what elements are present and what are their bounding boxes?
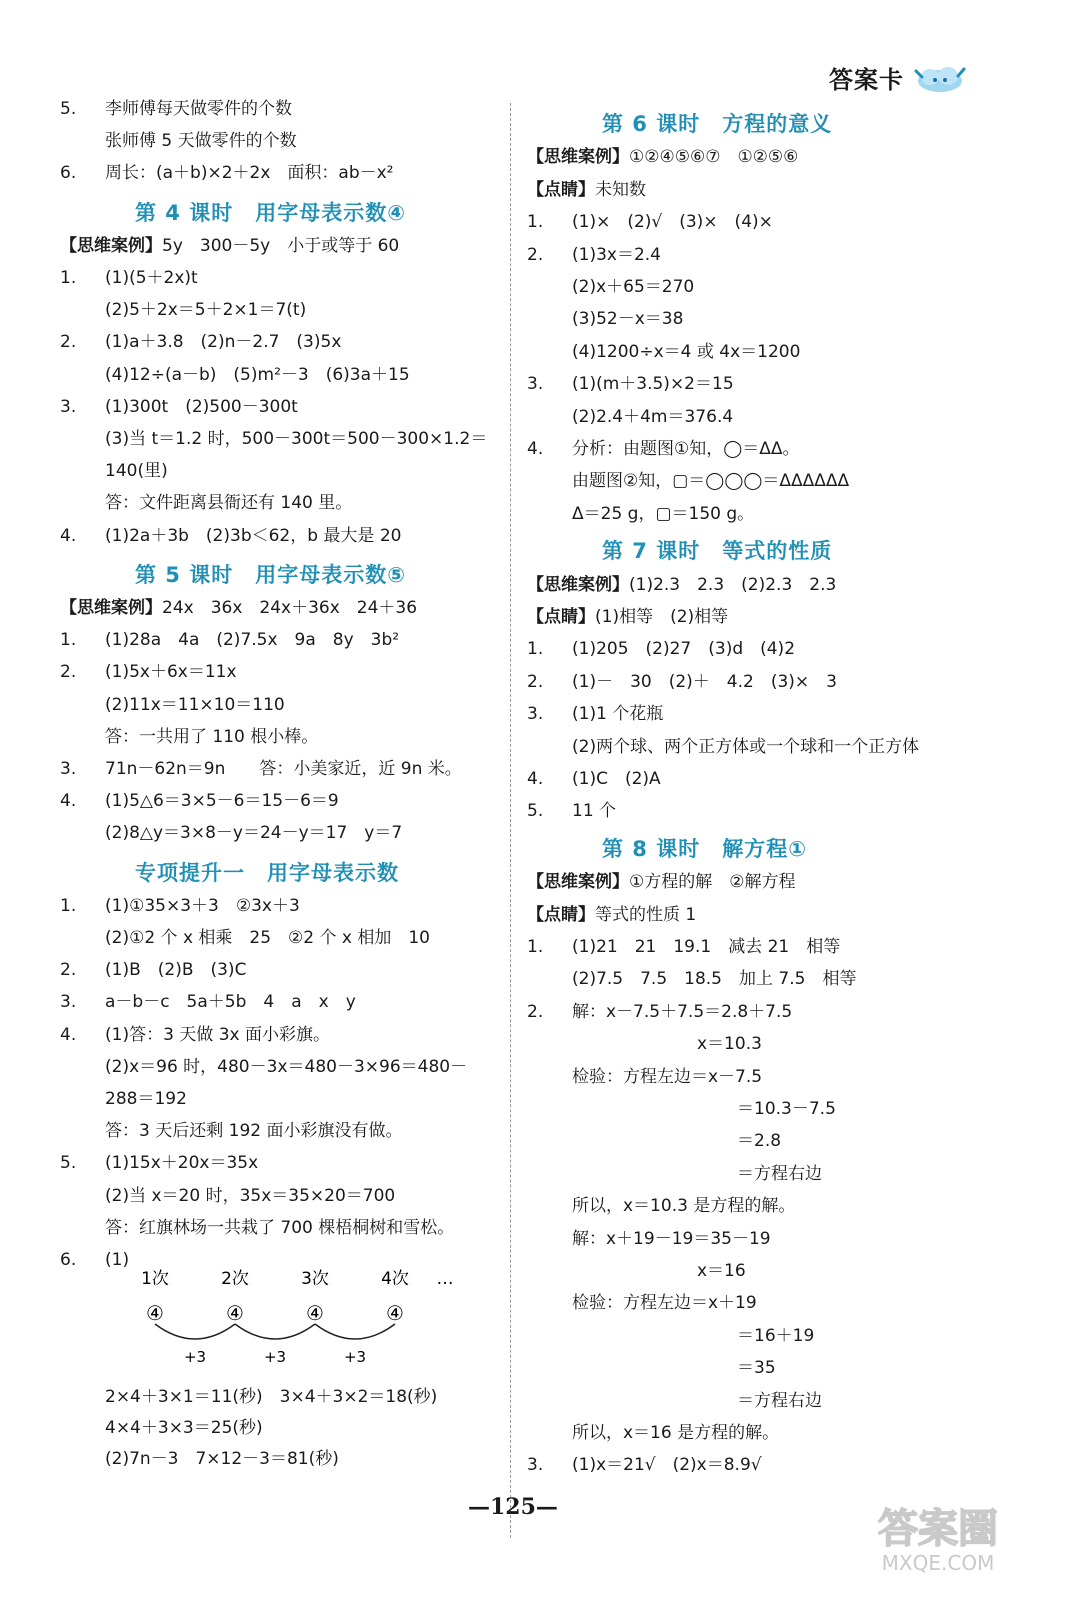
answer-text: (1)C (2)A (572, 769, 661, 789)
answer-continuation: (3)52－x＝38 (572, 309, 684, 330)
answer-line (527, 1454, 762, 1476)
answer-line (527, 703, 663, 725)
diagram-label: 1次 (141, 1269, 169, 1289)
item-number: 2. (60, 960, 77, 981)
answer-tag-line (60, 235, 399, 257)
answer-text: 李师傅每天做零件的个数 (105, 99, 292, 119)
item-number: 4. (527, 769, 544, 789)
answer-text: (1)1 个花瓶 (572, 704, 664, 725)
answer-line (60, 758, 462, 780)
answer-continuation: (2)①2 个 x 相乘 25 ②2 个 x 相加 10 (105, 928, 431, 948)
answer-continuation: (2)两个球、两个正方体或一个球和一个正方体 (572, 736, 920, 757)
answer-continuation: 张师傅 5 天做零件的个数 (105, 131, 297, 152)
answer-line (527, 671, 837, 693)
answer-continuation: 答：红旗林场一共栽了 700 棵梧桐树和雪松。 (105, 1217, 455, 1238)
item-number: 2. (60, 662, 77, 683)
answer-text: 5y 300－5y 小于或等于 60 (162, 235, 400, 256)
diagram-circle: ④ (226, 1301, 244, 1325)
answer-tag-line (527, 871, 795, 893)
answer-line (60, 790, 339, 812)
answer-line (527, 768, 661, 790)
answer-line (527, 1001, 792, 1023)
answer-text: (1)3x＝2.4 (572, 244, 661, 265)
section-heading: 第 7 课时 等式的性质 (602, 539, 833, 564)
item-number: 2. (527, 671, 544, 692)
answer-continuation: x＝16 (697, 1261, 746, 1281)
tag-label: 【思维案例】 (60, 598, 162, 618)
answer-continuation: (2)2.4＋4m＝376.4 (572, 406, 734, 427)
answer-line (60, 162, 394, 184)
diagram-label: 4次 (381, 1269, 409, 1289)
answer-line (60, 396, 298, 418)
diagram-label: … (436, 1269, 454, 1289)
item-number: 6. (60, 163, 77, 184)
answer-continuation: 检验：方程左边＝x－7.5 (572, 1066, 763, 1087)
answer-text: (1)①35×3＋3 ②3x＋3 (105, 895, 300, 916)
answer-continuation: 解：x＋19－19＝35－19 (572, 1228, 771, 1249)
item-number: 4. (60, 1024, 77, 1045)
answer-text: (1)a＋3.8 (2)n－2.7 (3)5x (105, 332, 342, 353)
answer-line (60, 959, 246, 981)
answer-tag-line (527, 179, 646, 201)
answer-tag-line (527, 146, 798, 168)
item-number: 2. (60, 332, 77, 353)
answer-continuation: 140(里) (105, 461, 168, 482)
item-number: 3. (60, 396, 77, 417)
answer-text: 71n－62n＝9n 答：小美家近，近 9n 米。 (105, 759, 462, 779)
section-heading: 第 5 课时 用字母表示数⑤ (135, 562, 407, 587)
answer-text: (1)5△6＝3×5－6＝15－6＝9 (105, 791, 339, 812)
item-number: 2. (527, 1001, 544, 1022)
answer-line (527, 211, 773, 233)
diagram-circle: ④ (386, 1301, 404, 1325)
item-number: 5. (60, 1153, 77, 1174)
diagram-plus: +3 (183, 1348, 207, 1366)
answer-continuation: ＝方程右边 (737, 1390, 822, 1411)
answer-text: (1)15x＋20x＝35x (105, 1153, 259, 1174)
tag-label: 【点睛】 (527, 607, 595, 627)
answer-text: (1)x＝21√ (2)x＝8.9√ (572, 1455, 762, 1476)
answer-text: 分析：由题图①知，◯＝ΔΔ。 (572, 439, 800, 459)
item-number: 4. (527, 439, 544, 459)
answer-continuation: 所以，x＝16 是方程的解。 (572, 1423, 780, 1443)
item-number: 1. (60, 268, 77, 288)
diagram-plus: +3 (263, 1348, 287, 1366)
item-number: 5. (527, 801, 544, 822)
answer-line (60, 1152, 258, 1174)
diagram-circle: ④ (306, 1301, 324, 1325)
column-divider (510, 103, 511, 1538)
answer-continuation: ＝16＋19 (737, 1325, 815, 1346)
answer-continuation: ＝2.8 (737, 1131, 782, 1152)
answer-text: (1)－ 30 (2)＋ 4.2 (3)× 3 (572, 671, 837, 692)
answer-tag-line (527, 904, 696, 926)
answer-text: 周长：(a＋b)×2＋2x 面积：ab－x² (105, 163, 394, 184)
answer-text: 等式的性质 1 (595, 904, 697, 925)
tag-label: 【点睛】 (527, 179, 595, 200)
header-title: 答案卡 (829, 66, 904, 94)
answer-text: (1)21 21 19.1 减去 21 相等 (572, 937, 841, 957)
page-number: —125— (468, 1494, 558, 1520)
answer-continuation: 4×4＋3×3＝25(秒) (105, 1418, 263, 1438)
tag-label: 【点睛】 (527, 904, 595, 925)
answer-continuation: ＝方程右边 (737, 1163, 822, 1184)
tag-label: 【思维案例】 (527, 872, 629, 893)
answer-text: 未知数 (595, 179, 646, 200)
cloud-crab-icon (910, 61, 970, 95)
answer-text: (1)205 (2)27 (3)d (4)2 (572, 639, 796, 660)
answer-tag-line (527, 574, 836, 596)
header (829, 60, 970, 95)
answer-continuation: 2×4＋3×1＝11(秒) 3×4＋3×2＝18(秒) (105, 1387, 438, 1407)
item-number: 3. (527, 374, 544, 395)
answer-line (60, 629, 399, 651)
item-number: 3. (60, 759, 77, 779)
answer-line (527, 438, 800, 460)
answer-line (60, 98, 292, 120)
answer-continuation: ＝10.3－7.5 (737, 1099, 836, 1119)
answer-continuation: (2)x＋65＝270 (572, 277, 695, 297)
answer-line (60, 331, 341, 353)
answer-continuation: x＝10.3 (697, 1034, 762, 1055)
item-number: 4. (60, 791, 77, 812)
answer-continuation: 答：一共用了 110 根小棒。 (105, 726, 319, 747)
item-number: 1. (527, 937, 544, 957)
answer-continuation: (4)1200÷x＝4 或 4x＝1200 (572, 341, 801, 362)
diagram-label: 2次 (221, 1269, 249, 1289)
answer-continuation: Δ＝25 g，▢＝150 g。 (572, 503, 755, 524)
answer-line (60, 991, 356, 1013)
answer-text: ①②④⑤⑥⑦ ①②⑤⑥ (629, 147, 799, 168)
item-number: 5. (60, 99, 77, 119)
svg-text:MXQE.COM: MXQE.COM (881, 1551, 995, 1575)
answer-continuation: (4)12÷(a－b) (5)m²－3 (6)3a＋15 (105, 364, 410, 385)
answer-continuation: (2)当 x＝20 时，35x＝35×20＝700 (105, 1185, 396, 1206)
answer-line (60, 661, 237, 683)
answer-continuation: 答：3 天后还剩 192 面小彩旗没有做。 (105, 1121, 403, 1142)
answer-text: (1)5x＋6x＝11x (105, 662, 237, 683)
answer-text: (1)28a 4a (2)7.5x 9a 8y 3b² (105, 630, 400, 651)
answer-line (60, 267, 198, 289)
answer-text: 解：x－7.5＋7.5＝2.8＋7.5 (572, 1001, 793, 1022)
answer-line (527, 800, 616, 822)
answer-continuation: (2)5＋2x＝5＋2×1＝7(t) (105, 300, 307, 321)
answer-line (60, 1024, 330, 1046)
item-number: 1. (60, 630, 77, 651)
answer-text: 24x 36x 24x＋36x 24＋36 (162, 598, 418, 618)
answer-text: (1)300t (2)500－300t (105, 396, 298, 417)
answer-text: (1)2a＋3b (2)3b＜62，b 最大是 20 (105, 525, 402, 546)
svg-text:答案圈: 答案圈 (878, 1506, 998, 1552)
diagram-label: 3次 (301, 1269, 329, 1289)
answer-text: (1)答：3 天做 3x 面小彩旗。 (105, 1024, 330, 1045)
section-heading: 第 8 课时 解方程① (602, 836, 808, 861)
answer-text: (1)B (2)B (3)C (105, 960, 247, 981)
answer-text: 11 个 (572, 801, 617, 822)
answer-text: (1)(m＋3.5)×2＝15 (572, 374, 734, 395)
tag-label: 【思维案例】 (527, 147, 629, 168)
answer-continuation: 检验：方程左边＝x＋19 (572, 1293, 757, 1314)
answer-tag-line (527, 606, 728, 628)
answer-line (527, 373, 734, 395)
item-number: 4. (60, 525, 77, 546)
item-number: 1. (527, 639, 544, 660)
tag-label: 【思维案例】 (527, 574, 629, 595)
section-heading: 第 6 课时 方程的意义 (602, 112, 833, 136)
item-number: 3. (60, 992, 77, 1013)
section-heading: 第 4 课时 用字母表示数④ (135, 200, 407, 225)
answer-continuation: 由题图②知，▢＝◯◯◯＝ΔΔΔΔΔΔ (572, 471, 850, 492)
answer-text: (1) (105, 1250, 130, 1270)
answer-text: (1)相等 (2)相等 (595, 607, 729, 627)
answer-continuation: (2)7n－3 7×12－3＝81(秒) (105, 1449, 339, 1469)
answer-continuation: (2)8△y＝3×8－y＝24－y＝17 y＝7 (105, 823, 403, 844)
item-number: 6. (60, 1250, 77, 1270)
answer-continuation: 答：文件距离县衙还有 140 里。 (105, 493, 353, 514)
answer-tag-line (60, 597, 417, 619)
answer-continuation: (2)x＝96 时，480－3x＝480－3×96＝480－ (105, 1056, 468, 1077)
tag-label: 【思维案例】 (60, 235, 162, 256)
diagram-plus: +3 (343, 1348, 367, 1366)
item-number: 2. (527, 244, 544, 265)
answer-text: ①方程的解 ②解方程 (629, 872, 796, 893)
item-number: 3. (527, 1455, 544, 1476)
item-number: 3. (527, 704, 544, 725)
watermark (838, 1498, 1038, 1578)
step-diagram (60, 1262, 500, 1367)
answer-line (527, 244, 661, 266)
answer-continuation: (3)当 t＝1.2 时，500－300t＝500－300×1.2＝ (105, 429, 488, 449)
section-heading: 专项提升一 用字母表示数 (135, 860, 399, 885)
answer-continuation: ＝35 (737, 1358, 776, 1379)
item-number: 1. (60, 895, 77, 916)
answer-continuation: (2)11x＝11×10＝110 (105, 694, 285, 715)
answer-text: (1)(5＋2x)t (105, 268, 198, 288)
answer-continuation: 288＝192 (105, 1089, 187, 1109)
item-number: 1. (527, 212, 544, 233)
answer-text: a－b－c 5a＋5b 4 a x y (105, 992, 356, 1013)
diagram-circle: ④ (146, 1301, 164, 1325)
answer-line (60, 525, 401, 547)
answer-line (527, 936, 840, 958)
answer-continuation: (2)7.5 7.5 18.5 加上 7.5 相等 (572, 969, 857, 990)
answer-line (527, 638, 795, 660)
answer-text: (1)2.3 2.3 (2)2.3 2.3 (629, 574, 837, 595)
answer-text: (1)× (2)√ (3)× (4)× (572, 212, 773, 233)
answer-line (60, 895, 300, 917)
answer-continuation: 所以，x＝10.3 是方程的解。 (572, 1196, 796, 1217)
